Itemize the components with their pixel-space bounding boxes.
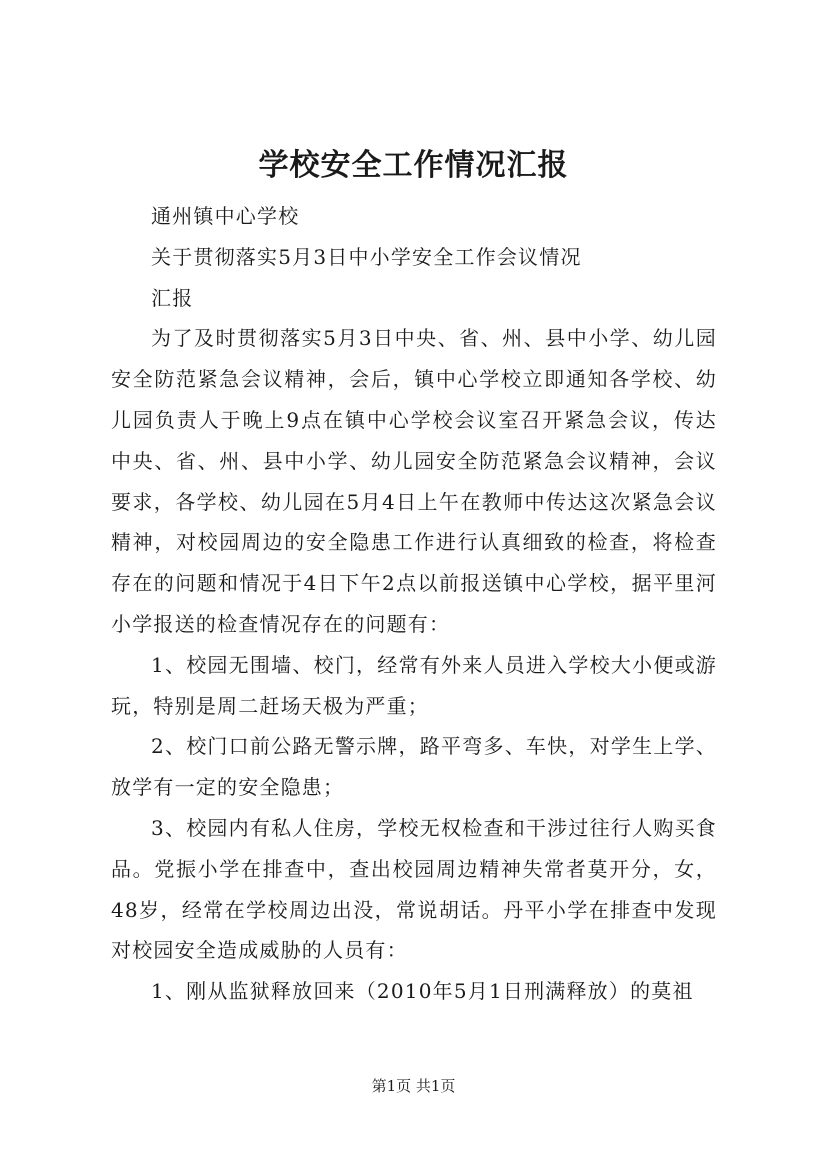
- body-paragraph: 2、校门口前公路无警示牌，路平弯多、车快，对学生上学、放学有一定的安全隐患；: [111, 734, 717, 800]
- body-paragraph: 为了及时贯彻落实5月3日中央、省、州、县中小学、幼儿园安全防范紧急会议精神，会后，镇中心学校立即通知各学校、幼儿园负责人于晚上9点在镇中心学校会议室召开紧急会议，传达中央、省、州、县中小学、幼儿园安全防范紧急会议精神，会议要求，各学校、幼儿园在5月4日上午在教师中传达这次紧急会议精神，对校园周边的安全隐患工作进行认真细致的检查，将检查存在的问题和情况于4日下午2点以前报送镇中心学校，据平里河小学报送的检查情况存在的问题有：: [111, 326, 717, 636]
- school-name: 通州镇中心学校: [151, 204, 300, 228]
- body-paragraph: 1、校园无围墙、校门，经常有外来人员进入学校大小便或游玩，特别是周二赶场天极为严重；: [111, 652, 717, 718]
- document-title: 学校安全工作情况汇报: [258, 148, 569, 183]
- document-body: [111, 196, 717, 1012]
- report-subtitle-line1: 关于贯彻落实5月3日中小学安全工作会议情况: [151, 244, 582, 269]
- report-subtitle-line2: 汇报: [151, 285, 194, 310]
- page-footer: 第1页 共1页: [371, 1077, 456, 1095]
- body-paragraph: 3、校园内有私人住房，学校无权检查和干涉过往行人购买食品。党振小学在排查中，查出校园周边精神失常者莫开分，女，48岁，经常在学校周边出没，常说胡话。丹平小学在排查中发现对校园安全造成威胁的人员有：: [111, 815, 717, 963]
- body-paragraph: 1、刚从监狱释放回来（2010年5月1日刑满释放）的莫祖: [151, 979, 694, 1004]
